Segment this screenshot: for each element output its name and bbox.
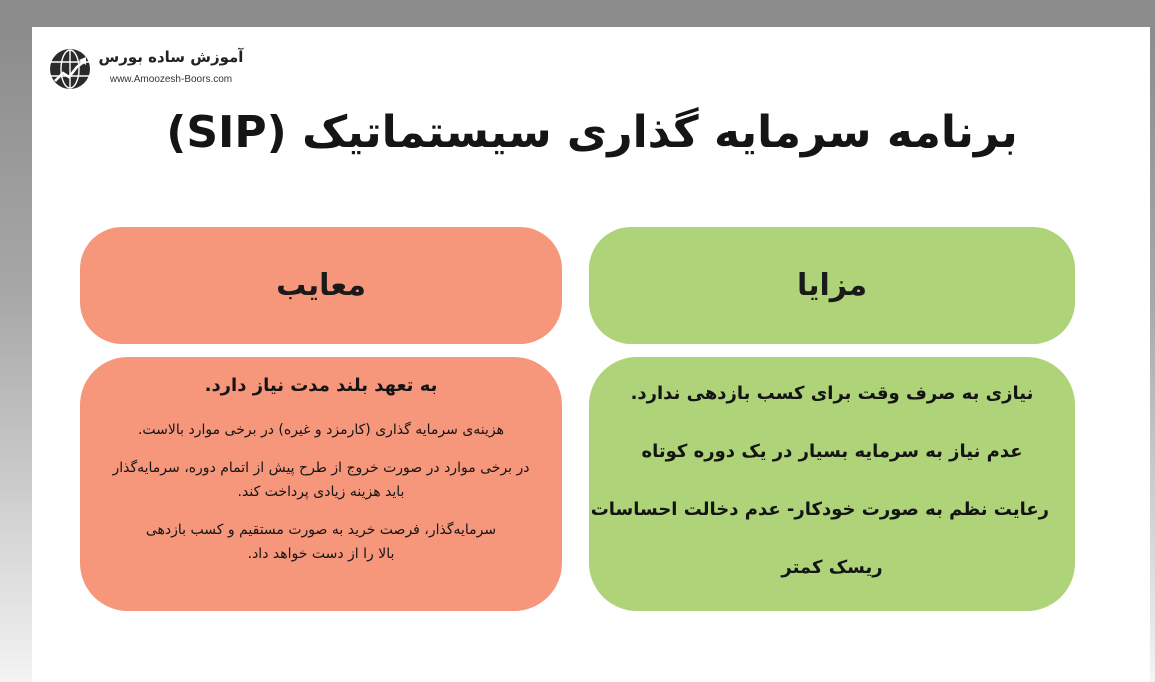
pros-heading-label: مزایا: [796, 268, 868, 303]
brand-url: www.Amoozesh-Boors.com: [109, 74, 233, 85]
cons-lead: به تعهد بلند مدت نیاز دارد.: [204, 375, 438, 396]
globe-chart-icon: [48, 47, 92, 91]
list-item: رعایت نظم به صورت خودکار- عدم دخالت احساسات: [590, 499, 1049, 520]
content-card: [32, 27, 1150, 682]
cons-heading-label: معایب: [276, 268, 366, 303]
cons-list: [80, 357, 562, 611]
brand-logo[interactable]: [48, 47, 258, 97]
list-item: سرمایه‌گذار، فرصت خرید به صورت مستقیم و کسب بازدهی بالا را از دست خواهد داد.: [145, 522, 497, 562]
list-item: در برخی موارد در صورت خروج از طرح پیش از اتمام دوره، سرمایه‌گذار باید هزینه زیادی پرداخت کند.: [112, 460, 530, 500]
page-title: برنامه سرمایه گذاری سیستماتیک (SIP): [166, 107, 1018, 158]
pros-list: [589, 357, 1075, 611]
list-item: هزینه‌ی سرمایه گذاری (کارمزد و غیره) در برخی موارد بالاست.: [137, 422, 505, 438]
list-item: ریسک کمتر: [781, 557, 883, 578]
cons-heading: [80, 227, 562, 344]
list-item: عدم نیاز به سرمایه بسیار در یک دوره کوتاه: [641, 441, 1023, 462]
pros-heading: [589, 227, 1075, 344]
list-item: نیازی به صرف وقت برای کسب بازدهی ندارد.: [630, 383, 1034, 404]
brand-name: آموزش ساده بورس: [98, 48, 244, 66]
